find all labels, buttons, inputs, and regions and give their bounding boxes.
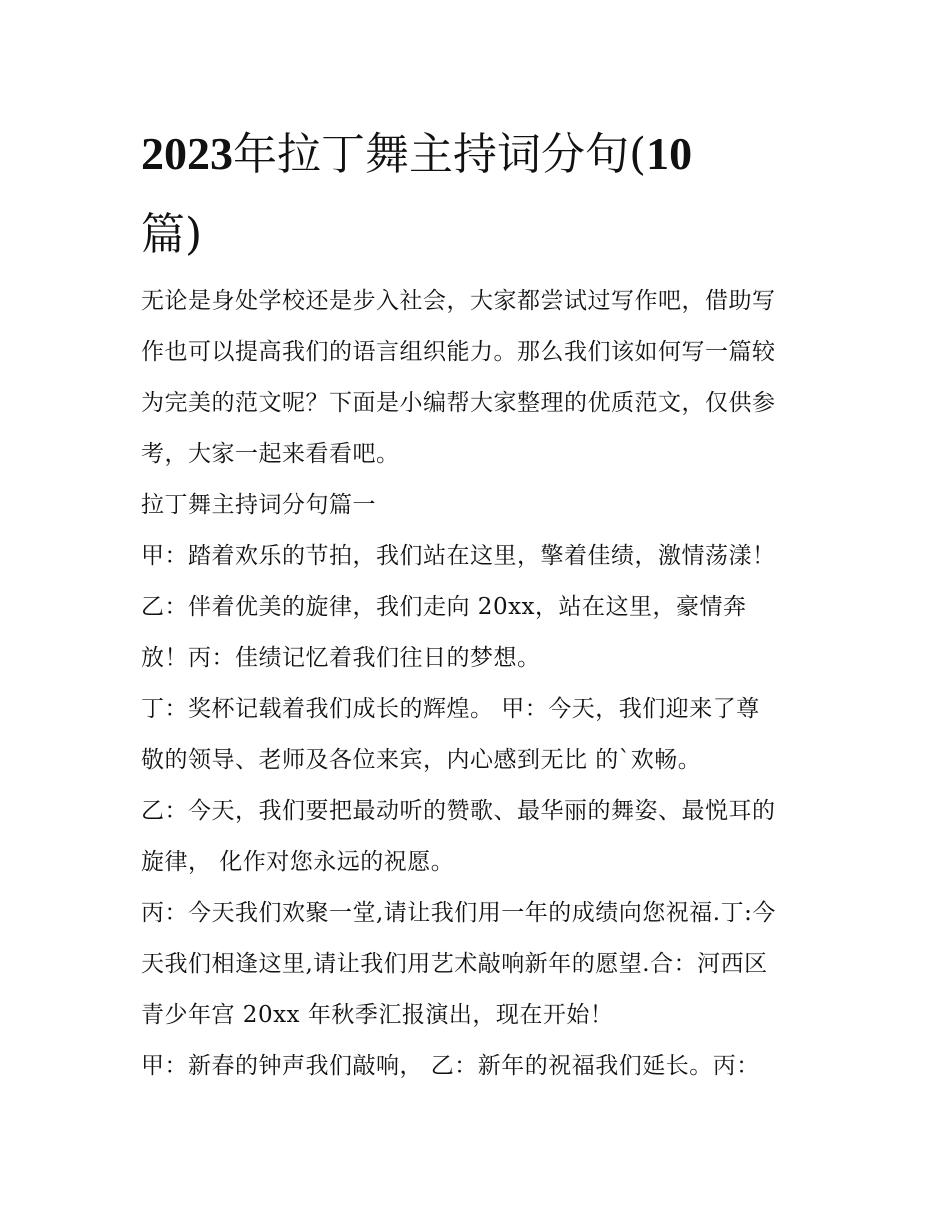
body-line: 考，大家一起来看看吧。 [141,441,400,467]
body-line: 为完美的范文呢？下面是小编帮大家整理的优质范文，仅供参 [141,390,776,416]
title-count: 10 [646,128,693,179]
section-heading: 拉丁舞主持词分句篇一 [141,492,376,518]
title-line2: 篇) [141,209,203,260]
body-line: 作也可以提高我们的语言组织能力。那么我们该如何写一篇较 [141,339,776,365]
body-line: 丁：奖杯记载着我们成长的辉煌。 甲：今天，我们迎来了尊 [141,696,760,722]
body-line: 甲：新春的钟声我们敲响， 乙：新年的祝福我们延长。丙： [141,1053,760,1079]
body-line: 乙：伴着优美的旋律，我们走向 20xx，站在这里，豪情奔 [141,594,747,620]
document-title [141,114,821,275]
body-line: 乙：今天，我们要把最动听的赞歌、最华丽的舞姿、最悦耳的 [141,798,776,824]
title-text: 年拉丁舞主持词分句( [233,129,647,180]
body-line: 甲：踏着欢乐的节拍，我们站在这里，擎着佳绩，激情荡漾！ [141,543,776,569]
body-line: 敬的领导、老师及各位来宾，内心感到无比 的`欢畅。 [141,747,702,773]
body-line: 旋律， 化作对您永远的祝愿。 [141,849,455,875]
body-line: 丙：今天我们欢聚一堂,请让我们用一年的成绩向您祝福.丁:今 [141,900,776,926]
body-line: 青少年宫 20xx 年秋季汇报演出，现在开始！ [141,1002,614,1028]
body-line: 无论是身处学校还是步入社会，大家都尝试过写作吧，借助写 [141,288,776,314]
body-line: 天我们相逢这里,请让我们用艺术敲响新年的愿望.合：河西区 [141,951,768,977]
title-year: 2023 [141,128,233,179]
document-body [141,281,821,1097]
body-line: 放！丙：佳绩记忆着我们往日的梦想。 [141,645,541,671]
